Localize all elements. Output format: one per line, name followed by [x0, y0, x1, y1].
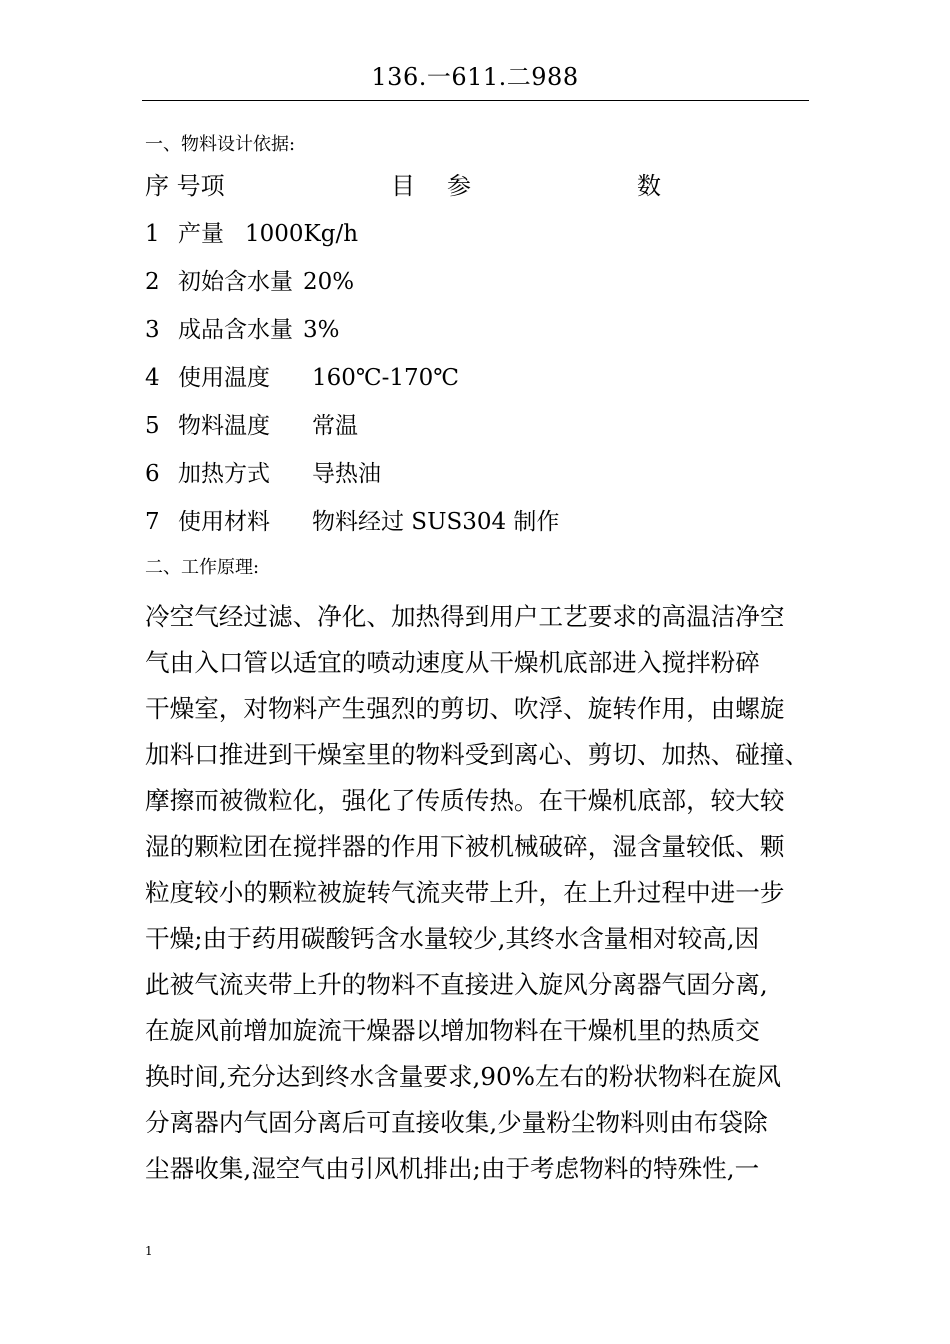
paragraph-line: 冷空气经过滤、净化、加热得到用户工艺要求的高温洁净空 [145, 602, 785, 631]
row-item: 使用材料 [178, 509, 270, 535]
header-divider [142, 100, 809, 101]
row-item: 成品含水量 [178, 317, 293, 343]
table-header-serial: 序 号项 [145, 172, 225, 200]
paragraph-line: 换时间,充分达到终水含量要求,90%左右的粉状物料在旋风 [145, 1062, 781, 1091]
row-value: 物料经过 SUS304 制作 [312, 509, 560, 535]
paragraph-line: 分离器内气固分离后可直接收集,少量粉尘物料则由布袋除 [145, 1108, 768, 1137]
row-value: 导热油 [312, 461, 381, 487]
table-header [145, 171, 705, 201]
row-item: 初始含水量 [178, 269, 293, 295]
row-number: 1 [145, 221, 160, 247]
row-item: 产量 [178, 221, 224, 247]
paragraph-line: 加料口推进到干燥室里的物料受到离心、剪切、加热、碰撞、 [145, 740, 810, 769]
paragraph-line: 在旋风前增加旋流干燥器以增加物料在干燥机里的热质交 [145, 1016, 760, 1045]
header-code: 136.一611.二988 [371, 63, 579, 91]
table-row [145, 267, 705, 297]
section1-heading: 一、物料设计依据: [145, 134, 296, 155]
row-item: 加热方式 [178, 461, 270, 487]
row-value: 常温 [312, 413, 358, 439]
row-value: 3% [303, 317, 340, 343]
paragraph-line: 干燥室，对物料产生强烈的剪切、吹浮、旋转作用，由螺旋 [145, 694, 785, 723]
table-row [145, 459, 705, 489]
row-number: 2 [145, 269, 160, 295]
row-number: 6 [145, 461, 160, 487]
row-number: 7 [145, 509, 160, 535]
table-row [145, 315, 705, 345]
table-header-param: 参 [447, 172, 471, 200]
page-number: 1 [145, 1244, 153, 1258]
table-row [145, 363, 705, 393]
row-item: 物料温度 [178, 413, 270, 439]
paragraph-line: 粒度较小的颗粒被旋转气流夹带上升，在上升过程中进一步 [145, 878, 785, 907]
paragraph-line: 此被气流夹带上升的物料不直接进入旋风分离器气固分离, [145, 970, 768, 999]
paragraph-line: 气由入口管以适宜的喷动速度从干燥机底部进入搅拌粉碎 [145, 648, 760, 677]
paragraph-line: 湿的颗粒团在搅拌器的作用下被机械破碎，湿含量较低、颗 [145, 832, 785, 861]
row-value: 20% [303, 269, 355, 295]
section2-heading: 二、工作原理: [145, 557, 260, 578]
row-number: 4 [145, 365, 160, 391]
row-value: 160℃-170℃ [312, 365, 460, 391]
row-item: 使用温度 [178, 365, 270, 391]
paragraph-line: 干燥;由于药用碳酸钙含水量较少,其终水含量相对较高,因 [145, 924, 760, 953]
paragraph-line: 尘器收集,湿空气由引风机排出;由于考虑物料的特殊性,一 [145, 1154, 760, 1183]
table-row [145, 411, 705, 441]
table-row [145, 219, 705, 249]
table-row [145, 507, 705, 537]
row-number: 5 [145, 413, 160, 439]
paragraph-line: 摩擦而被微粒化，强化了传质传热。在干燥机底部，较大较 [145, 786, 785, 815]
table-header-item: 目 [391, 172, 415, 200]
row-number: 3 [145, 317, 160, 343]
row-value: 1000Kg/h [245, 221, 359, 247]
table-header-value: 数 [637, 172, 661, 200]
